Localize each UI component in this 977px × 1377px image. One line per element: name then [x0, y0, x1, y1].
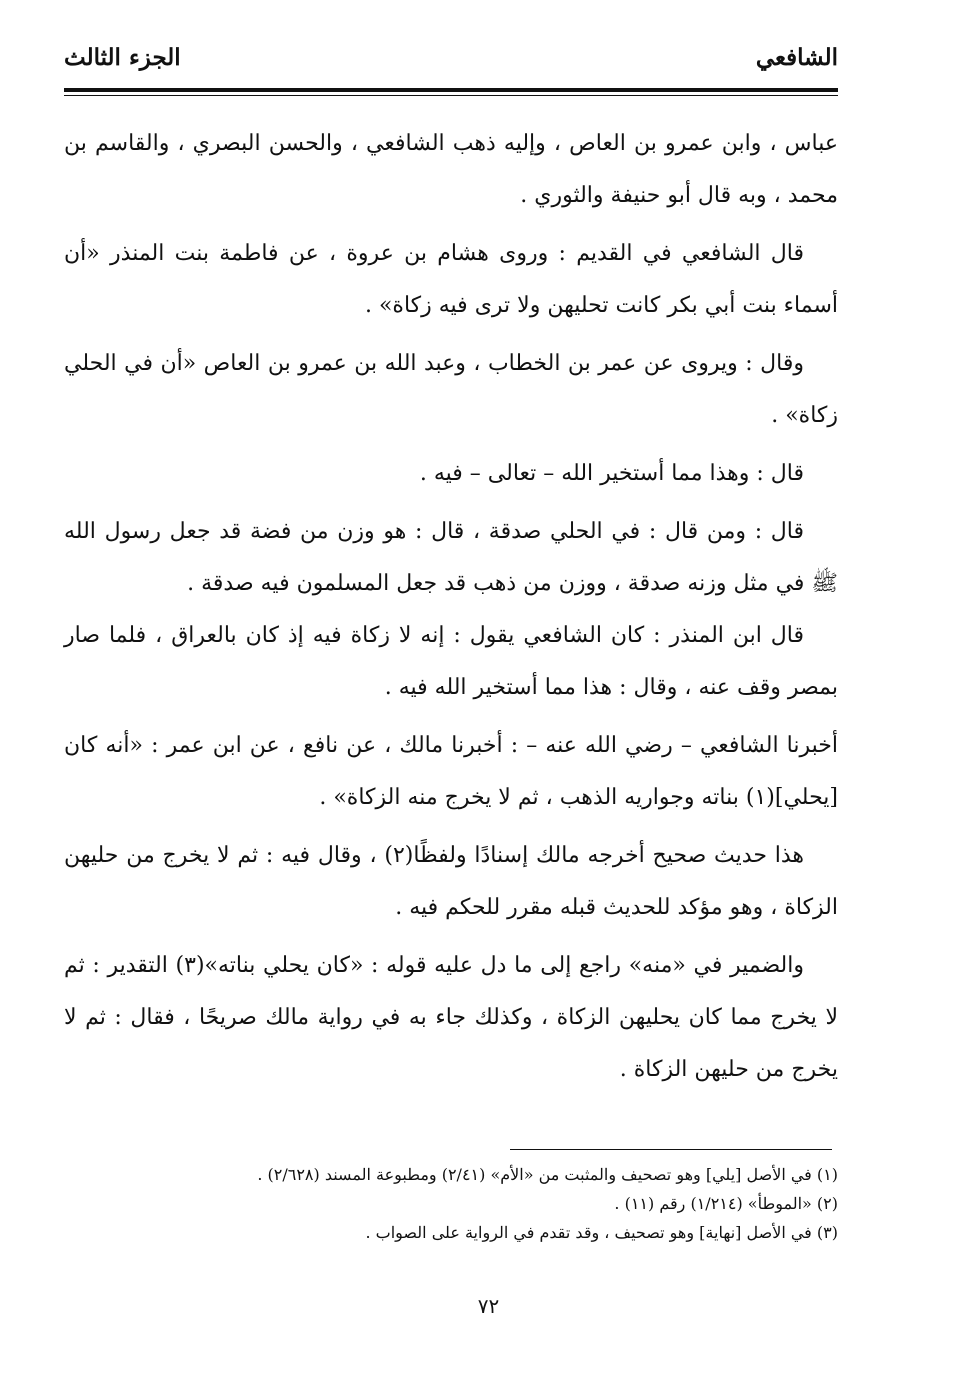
paragraph: قال : وهذا مما أستخير الله – تعالى – فيه . [419, 461, 804, 486]
paragraph: أخبرنا الشافعي – رضي الله عنه – : أخبرنا مالك ، عن نافع ، عن ابن عمر : «أنه كان [يحلي](١) بناته وجواريه الذهب ، ثم لا يخرج منه الزكاة» . [64, 733, 838, 810]
footnote: (٢) «الموطأ» (١/٢١٤) رقم (١١) . [614, 1194, 838, 1213]
paragraph: هذا حديث صحيح أخرجه مالك إسنادًا ولفظًا(٢) ، وقال فيه : ثم لا يخرج من حليهن الزكاة ، وهو مؤكد للحديث قبله مقرر للحكم فيه . [64, 843, 838, 920]
paragraph: والضمير في «منه» راجع إلى ما دل عليه قوله : «كان يحلي بناته»(٣) التقدير : ثم لا يخرج مما كان يحليهن الزكاة ، وكذلك جاء به في رواية مالك صريحًا ، فقال : ثم لا يخرج من حليهن الزكاة . [64, 953, 838, 1082]
paragraph: عباس ، وابن عمرو بن العاص ، وإليه ذهب الشافعي ، والحسن البصري ، والقاسم بن محمد ، وبه قال أبو حنيفة والثوري . [64, 131, 838, 208]
paragraph: قال الشافعي في القديم : وروى هشام بن عروة ، عن فاطمة بنت المنذر «أن أسماء بنت أبي بكر كانت تحليهن ولا ترى فيه زكاة» . [64, 241, 838, 318]
footnote: (١) في الأصل [يلي] وهو تصحيف والمثبت من «الأم» (٢/٤١) ومطبوعة المسند (٢/٦٢٨) . [257, 1165, 838, 1184]
paragraph: قال : ومن قال : في الحلي صدقة ، قال : هو وزن من فضة قد جعل رسول الله ﷺ في مثل وزنه صدقة ، ووزن من ذهب قد جعل المسلمون فيه صدقة . [64, 519, 838, 596]
paragraph: وقال : ويروى عن عمر بن الخطاب ، وعبد الله بن عمرو بن العاص «أن في الحلي زكاة» . [64, 351, 838, 428]
page-number: ٧٢ [477, 1294, 500, 1318]
footnote: (٣) في الأصل [نهاية] وهو تصحيف ، وقد تقدم في الرواية على الصواب . [365, 1223, 838, 1242]
header-volume-title: الجزء الثالث [64, 44, 181, 71]
footnotes [64, 1160, 838, 1247]
header-rule-thick [64, 88, 838, 92]
header-rule-thin [64, 95, 838, 96]
main-text [64, 118, 838, 1102]
header-book-title: الشافعي [755, 44, 838, 71]
footnote-separator [510, 1149, 832, 1150]
running-header [64, 38, 838, 86]
paragraph: قال ابن المنذر : كان الشافعي يقول : إنه لا زكاة فيه إذ كان بالعراق ، فلما صار بمصر وقف عنه ، وقال : هذا مما أستخير الله فيه . [64, 623, 838, 700]
